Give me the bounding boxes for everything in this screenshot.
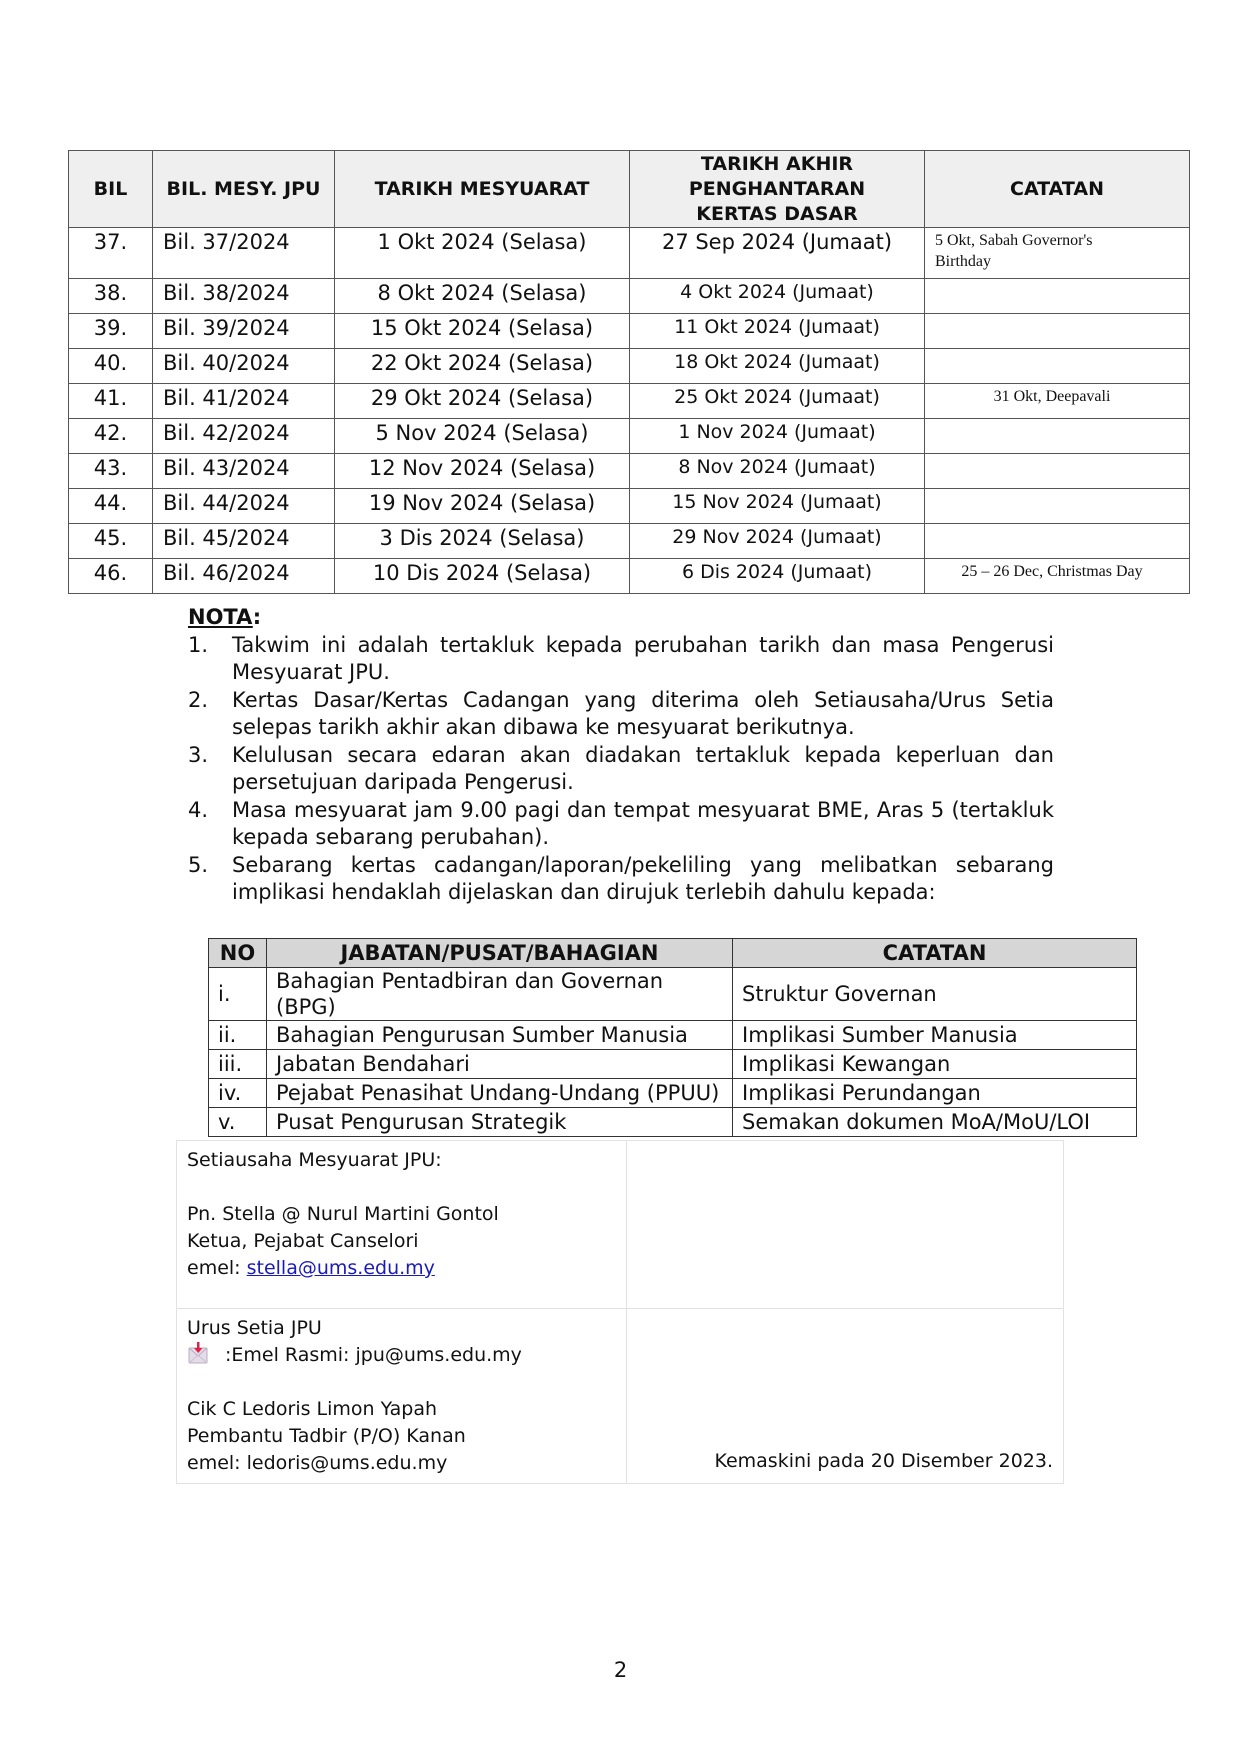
meeting-date-cell: 10 Dis 2024 (Selasa)	[335, 559, 630, 594]
table-row	[209, 1108, 1137, 1137]
header-deadline-line: KERTAS DASAR	[696, 202, 858, 225]
deadline-cell: 4 Okt 2024 (Jumaat)	[630, 279, 925, 314]
table-row	[69, 228, 1190, 279]
note-cell: 31 Okt, Deepavali	[925, 384, 1190, 419]
header-no: NO	[209, 939, 267, 968]
nota-item	[188, 852, 1054, 907]
nota-title-colon: :	[252, 605, 262, 629]
note-cell	[925, 489, 1190, 524]
header-meeting-date: TARIKH MESYUARAT	[335, 151, 630, 228]
meeting-date-cell: 22 Okt 2024 (Selasa)	[335, 349, 630, 384]
table-row	[69, 279, 1190, 314]
nota-item-number: 3.	[188, 742, 209, 767]
meeting-no-cell: Bil. 42/2024	[153, 419, 335, 454]
meeting-date-cell: 15 Okt 2024 (Selasa)	[335, 314, 630, 349]
table-row	[69, 454, 1190, 489]
nota-item	[188, 632, 1054, 687]
bil-cell: 39.	[69, 314, 153, 349]
bil-cell: 38.	[69, 279, 153, 314]
bil-cell: 43.	[69, 454, 153, 489]
secretary-name: Pn. Stella @ Nurul Martini Gontol	[187, 1203, 499, 1225]
nota-item	[188, 687, 1054, 742]
note-cell: Implikasi Sumber Manusia	[733, 1021, 1137, 1050]
meeting-date-cell: 8 Okt 2024 (Selasa)	[335, 279, 630, 314]
note-cell	[925, 454, 1190, 489]
table-row	[209, 1079, 1137, 1108]
bil-cell: 44.	[69, 489, 153, 524]
meeting-no-cell: Bil. 40/2024	[153, 349, 335, 384]
meeting-no-cell: Bil. 46/2024	[153, 559, 335, 594]
contact-table	[176, 1140, 1064, 1484]
note-cell	[925, 314, 1190, 349]
note-cell	[925, 279, 1190, 314]
nota-item-text: Sebarang kertas cadangan/laporan/pekeliling yang melibatkan sebarang implikasi hendaklah dijelaskan dan dirujuk terlebih dahulu kepada:	[232, 852, 1054, 904]
nota-item	[188, 797, 1054, 852]
department-cell: Pejabat Penasihat Undang-Undang (PPUU)	[267, 1079, 733, 1108]
secretariat-row	[177, 1309, 1064, 1484]
note-line: 5 Okt, Sabah Governor's	[935, 232, 1093, 249]
secretary-email-line	[187, 1255, 616, 1282]
secretariat-cell	[177, 1309, 627, 1484]
updated-cell	[627, 1309, 1064, 1484]
last-updated-text: Kemaskini pada 20 Disember 2023.	[714, 1450, 1053, 1472]
nota-title	[188, 604, 1054, 632]
department-cell: Jabatan Bendahari	[267, 1050, 733, 1079]
nota-item-number: 4.	[188, 797, 209, 822]
nota-title-text: NOTA	[188, 605, 253, 629]
meeting-date-cell: 3 Dis 2024 (Selasa)	[335, 524, 630, 559]
meeting-date-cell: 19 Nov 2024 (Selasa)	[335, 489, 630, 524]
no-cell: i.	[209, 968, 267, 1021]
note-cell	[925, 349, 1190, 384]
nota-section	[188, 604, 1054, 907]
nota-item-text: Masa mesyuarat jam 9.00 pagi dan tempat mesyuarat BME, Aras 5 (tertakluk kepada sebarang perubahan).	[232, 797, 1054, 849]
bil-cell: 46.	[69, 559, 153, 594]
deadline-cell: 25 Okt 2024 (Jumaat)	[630, 384, 925, 419]
table-row	[69, 559, 1190, 594]
deadline-cell: 1 Nov 2024 (Jumaat)	[630, 419, 925, 454]
header-deadline-line: TARIKH AKHIR	[700, 152, 854, 175]
meeting-no-cell: Bil. 41/2024	[153, 384, 335, 419]
email-label: emel:	[187, 1257, 247, 1279]
department-cell: Bahagian Pentadbiran dan Governan (BPG)	[267, 968, 733, 1021]
department-cell: Pusat Pengurusan Strategik	[267, 1108, 733, 1137]
deadline-cell: 29 Nov 2024 (Jumaat)	[630, 524, 925, 559]
header-note: CATATAN	[733, 939, 1137, 968]
header-note: CATATAN	[925, 151, 1190, 228]
note-cell	[925, 419, 1190, 454]
nota-item-number: 5.	[188, 852, 209, 877]
note-cell: 25 – 26 Dec, Christmas Day	[925, 559, 1190, 594]
meeting-date-cell: 5 Nov 2024 (Selasa)	[335, 419, 630, 454]
note-cell: Implikasi Kewangan	[733, 1050, 1137, 1079]
deadline-cell: 6 Dis 2024 (Jumaat)	[630, 559, 925, 594]
table-row	[69, 384, 1190, 419]
deadline-cell: 15 Nov 2024 (Jumaat)	[630, 489, 925, 524]
meeting-schedule-table	[68, 150, 1190, 594]
header-deadline-line: PENGHANTARAN	[688, 177, 866, 200]
table-row	[69, 314, 1190, 349]
meeting-date-cell: 12 Nov 2024 (Selasa)	[335, 454, 630, 489]
secretary-email-link[interactable]: stella@ums.edu.my	[246, 1257, 435, 1279]
note-cell: Semakan dokumen MoA/MoU/LOI	[733, 1108, 1137, 1137]
deadline-cell: 11 Okt 2024 (Jumaat)	[630, 314, 925, 349]
meeting-date-cell: 1 Okt 2024 (Selasa)	[335, 228, 630, 279]
secretariat-heading: Urus Setia JPU	[187, 1317, 322, 1339]
header-department: JABATAN/PUSAT/BAHAGIAN	[267, 939, 733, 968]
official-email-text: :Emel Rasmi: jpu@ums.edu.my	[225, 1344, 522, 1366]
table-row	[209, 1021, 1137, 1050]
department-reference-table	[208, 938, 1137, 1137]
meeting-no-cell: Bil. 39/2024	[153, 314, 335, 349]
table-row	[69, 524, 1190, 559]
secretary-heading: Setiausaha Mesyuarat JPU:	[187, 1149, 442, 1171]
nota-item	[188, 742, 1054, 797]
bil-cell: 37.	[69, 228, 153, 279]
header-deadline	[630, 151, 925, 228]
table-row	[69, 419, 1190, 454]
note-cell	[925, 524, 1190, 559]
secretariat-position: Pembantu Tadbir (P/O) Kanan	[187, 1425, 466, 1447]
secretary-position: Ketua, Pejabat Canselori	[187, 1230, 419, 1252]
nota-item-text: Takwim ini adalah tertakluk kepada perubahan tarikh dan masa Pengerusi Mesyuarat JPU.	[232, 632, 1054, 684]
no-cell: iii.	[209, 1050, 267, 1079]
nota-item-text: Kertas Dasar/Kertas Cadangan yang diterima oleh Setiausaha/Urus Setia selepas tarikh akhir akan dibawa ke mesyuarat berikutnya.	[232, 687, 1054, 739]
deadline-cell: 8 Nov 2024 (Jumaat)	[630, 454, 925, 489]
meeting-date-cell: 29 Okt 2024 (Selasa)	[335, 384, 630, 419]
table-row	[209, 968, 1137, 1021]
meeting-no-cell: Bil. 38/2024	[153, 279, 335, 314]
header-bil: BIL	[69, 151, 153, 228]
table-header-row	[69, 151, 1190, 228]
header-meeting-no: BIL. MESY. JPU	[153, 151, 335, 228]
bil-cell: 45.	[69, 524, 153, 559]
bil-cell: 41.	[69, 384, 153, 419]
no-cell: iv.	[209, 1079, 267, 1108]
table-row	[209, 1050, 1137, 1079]
deadline-cell: 18 Okt 2024 (Jumaat)	[630, 349, 925, 384]
secretary-empty-cell	[627, 1141, 1064, 1309]
note-line: Birthday	[935, 253, 991, 270]
secretary-row	[177, 1141, 1064, 1309]
secretary-cell	[177, 1141, 627, 1309]
page-number: 2	[613, 1658, 628, 1682]
note-cell	[925, 228, 1190, 279]
no-cell: ii.	[209, 1021, 267, 1050]
table-row	[69, 349, 1190, 384]
meeting-no-cell: Bil. 37/2024	[153, 228, 335, 279]
note-cell: Struktur Governan	[733, 968, 1137, 1021]
bil-cell: 42.	[69, 419, 153, 454]
department-cell: Bahagian Pengurusan Sumber Manusia	[267, 1021, 733, 1050]
official-email-line	[187, 1342, 616, 1369]
nota-item-number: 2.	[188, 687, 209, 712]
table-row	[69, 489, 1190, 524]
deadline-cell: 27 Sep 2024 (Jumaat)	[630, 228, 925, 279]
nota-list	[188, 632, 1054, 907]
mail-download-icon	[187, 1342, 209, 1364]
no-cell: v.	[209, 1108, 267, 1137]
note-cell: Implikasi Perundangan	[733, 1079, 1137, 1108]
meeting-no-cell: Bil. 45/2024	[153, 524, 335, 559]
secretariat-email: emel: ledoris@ums.edu.my	[187, 1452, 448, 1474]
table-header-row	[209, 939, 1137, 968]
secretariat-name: Cik C Ledoris Limon Yapah	[187, 1398, 438, 1420]
meeting-no-cell: Bil. 43/2024	[153, 454, 335, 489]
bil-cell: 40.	[69, 349, 153, 384]
nota-item-text: Kelulusan secara edaran akan diadakan tertakluk kepada keperluan dan persetujuan daripada Pengerusi.	[232, 742, 1054, 794]
meeting-no-cell: Bil. 44/2024	[153, 489, 335, 524]
nota-item-number: 1.	[188, 632, 209, 657]
